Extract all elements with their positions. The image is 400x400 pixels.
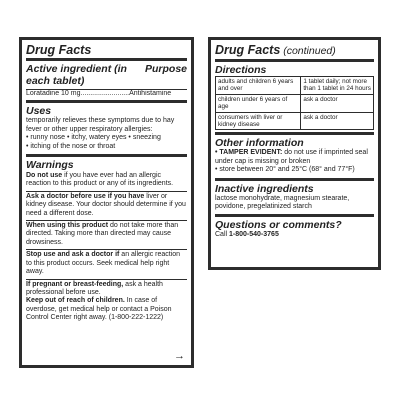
directions-who: adults and children 6 years and over bbox=[216, 77, 301, 95]
warning-text: if you have ever had an allergic reaction to this product or any of its ingredients. bbox=[26, 172, 174, 188]
warning-do-not-use bbox=[26, 171, 187, 191]
warning-ask-doctor bbox=[26, 191, 187, 220]
other-information-heading: Other information bbox=[215, 137, 304, 150]
active-ingredient-heading: Active ingredient (in each tablet) bbox=[26, 63, 127, 87]
table-row bbox=[216, 77, 374, 95]
storage-note: • store between 20° and 25°C (68° and 77°F) bbox=[215, 166, 355, 174]
active-ingredient-name: Loratadine 10 mg bbox=[26, 90, 81, 97]
inactive-ingredients-text: lactose monohydrate, magnesium stearate, povidone, pregelatinized starch bbox=[215, 194, 350, 211]
questions-heading: Questions or comments? bbox=[215, 219, 342, 232]
directions-table bbox=[215, 76, 374, 130]
warning-text: do not take more than directed. Taking more than directed may cause drowsiness. bbox=[26, 222, 179, 246]
inactive-ingredients-section bbox=[215, 178, 374, 215]
uses-symptoms-2: • itching of the nose or throat bbox=[26, 142, 116, 150]
warning-label: Ask a doctor before use if you have bbox=[26, 192, 145, 200]
table-row bbox=[216, 112, 374, 130]
uses-heading: Uses bbox=[26, 105, 52, 118]
warning-stop-use bbox=[26, 249, 187, 278]
directions-heading: Directions bbox=[215, 64, 267, 76]
call-line bbox=[215, 231, 374, 239]
uses-symptoms-1: • runny nose • itchy, watery eyes • sneezing bbox=[26, 134, 161, 142]
drug-facts-panel-right bbox=[208, 37, 381, 270]
warning-when-using bbox=[26, 220, 187, 249]
warning-label: Keep out of reach of children. bbox=[26, 297, 125, 305]
leader-dots: ......................... bbox=[80, 90, 130, 97]
purpose-heading: Purpose bbox=[144, 63, 187, 75]
table-row bbox=[216, 94, 374, 112]
warning-text: liver or kidney disease. Your doctor should determine if you need a different dose. bbox=[26, 192, 186, 217]
warning-text: an allergic reaction to this product occurs. Seek medical help right away. bbox=[26, 251, 181, 276]
drug-facts-title: Drug Facts bbox=[215, 43, 281, 57]
directions-dose: ask a doctor bbox=[301, 112, 374, 130]
tamper-evident-text: do not use if imprinted seal under cap is missing or broken bbox=[215, 149, 368, 165]
active-ingredient-row bbox=[26, 89, 187, 100]
warning-text: ask a health professional before use. bbox=[26, 280, 163, 296]
uses-text: temporarily relieves these symptoms due to hay fever or other upper respiratory allergies: bbox=[26, 117, 175, 133]
warning-label: When using this product bbox=[26, 222, 109, 230]
inactive-ingredients-heading: Inactive ingredients bbox=[215, 182, 314, 195]
continued-label: (continued) bbox=[280, 45, 336, 57]
directions-section bbox=[215, 59, 374, 130]
warning-pregnant bbox=[26, 279, 187, 325]
warning-label: Do not use bbox=[26, 172, 63, 180]
warning-text: In case of overdose, get medical help or contact a Poison Control Center right away. (1-800-222-1222) bbox=[26, 297, 172, 322]
directions-dose: ask a doctor bbox=[301, 94, 374, 112]
other-information-section bbox=[215, 132, 374, 177]
continued-arrow-icon: → bbox=[174, 350, 185, 362]
warnings-section bbox=[26, 154, 187, 325]
drug-facts-title: Drug Facts bbox=[26, 43, 92, 57]
active-ingredient-section bbox=[26, 58, 187, 100]
questions-section bbox=[215, 214, 374, 239]
directions-dose: 1 tablet daily; not more than 1 tablet in 24 hours bbox=[301, 77, 374, 95]
warning-label: Stop use and ask a doctor if bbox=[26, 251, 120, 259]
uses-section bbox=[26, 100, 187, 154]
directions-who: consumers with liver or kidney disease bbox=[216, 112, 301, 130]
drug-facts-panel-left bbox=[19, 37, 194, 368]
tamper-evident-note bbox=[215, 149, 374, 166]
tamper-evident-label: • TAMPER EVIDENT: bbox=[215, 149, 283, 157]
warning-label: If pregnant or breast-feeding, bbox=[26, 280, 124, 288]
phone-number: 1-800-540-3765 bbox=[229, 231, 279, 239]
directions-who: children under 6 years of age bbox=[216, 94, 301, 112]
purpose-value: Antihistamine bbox=[129, 90, 172, 97]
drug-facts-continued-title bbox=[215, 43, 374, 59]
call-label: Call bbox=[215, 231, 230, 239]
warnings-heading: Warnings bbox=[26, 159, 74, 172]
